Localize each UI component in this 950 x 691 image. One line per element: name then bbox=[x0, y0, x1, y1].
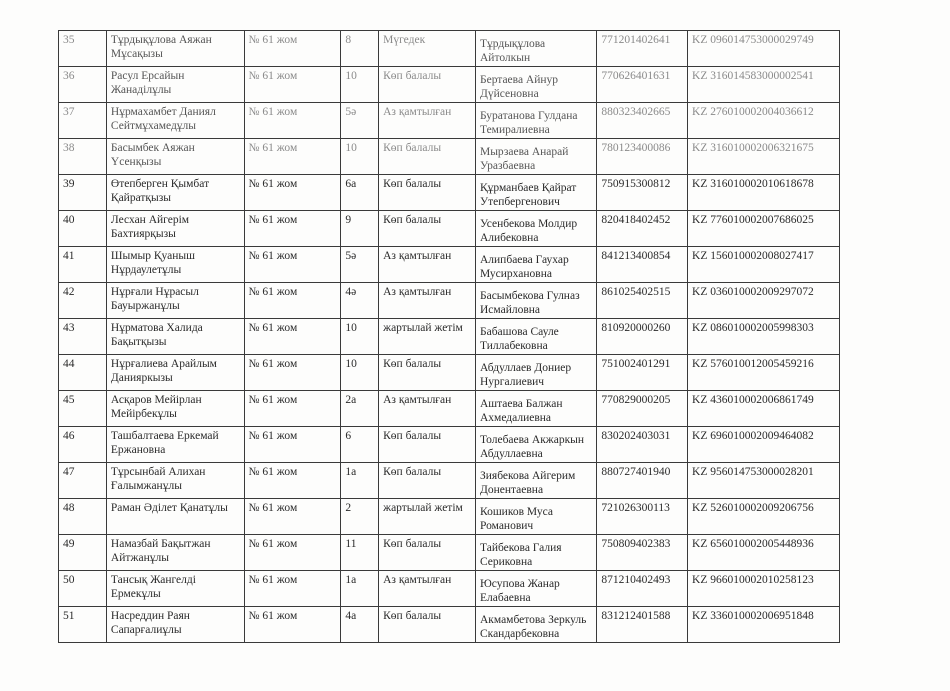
bank-account: KZ 086010002005998303 bbox=[688, 319, 840, 355]
grade: 8 bbox=[341, 31, 379, 67]
grade: 1а bbox=[341, 571, 379, 607]
student-name: Асқаров Мейірлан Мейірбекұлы bbox=[106, 391, 244, 427]
parent-iin: 871210402493 bbox=[597, 571, 688, 607]
parent-name: Акмамбетова Зеркуль Скандарбековна bbox=[475, 607, 596, 643]
parent-iin: 721026300113 bbox=[597, 499, 688, 535]
school-name: № 61 жом bbox=[244, 499, 341, 535]
roster-table bbox=[58, 30, 840, 643]
row-number: 37 bbox=[59, 103, 107, 139]
bank-account: KZ 336010002006951848 bbox=[688, 607, 840, 643]
parent-name: Құрманбаев Қайрат Утепбергенович bbox=[475, 175, 596, 211]
parent-iin: 750915300812 bbox=[597, 175, 688, 211]
grade: 4ә bbox=[341, 283, 379, 319]
row-number: 46 bbox=[59, 427, 107, 463]
table-row bbox=[59, 535, 840, 571]
row-number: 48 bbox=[59, 499, 107, 535]
bank-account: KZ 316010002006321675 bbox=[688, 139, 840, 175]
row-number: 41 bbox=[59, 247, 107, 283]
bank-account: KZ 576010012005459216 bbox=[688, 355, 840, 391]
bank-account: KZ 526010002009206756 bbox=[688, 499, 840, 535]
social-category: Аз қамтылған bbox=[379, 283, 476, 319]
bank-account: KZ 036010002009297072 bbox=[688, 283, 840, 319]
social-category: жартылай жетім bbox=[379, 319, 476, 355]
table-row bbox=[59, 103, 840, 139]
table-row bbox=[59, 463, 840, 499]
student-name: Шымыр Қуаныш Нұрдаулетұлы bbox=[106, 247, 244, 283]
parent-name: Усенбекова Молдир Алибековна bbox=[475, 211, 596, 247]
student-name: Нұрғалиева Арайлым Данияркызы bbox=[106, 355, 244, 391]
school-name: № 61 жом bbox=[244, 211, 341, 247]
bank-account: KZ 956014753000028201 bbox=[688, 463, 840, 499]
student-name: Тұрсынбай Алихан Ғалымжанұлы bbox=[106, 463, 244, 499]
parent-iin: 770829000205 bbox=[597, 391, 688, 427]
student-name: Нұрмахамбет Даниял Сейтмұхамедұлы bbox=[106, 103, 244, 139]
parent-name: Мырзаева Анарай Уразбаевна bbox=[475, 139, 596, 175]
bank-account: KZ 696010002009464082 bbox=[688, 427, 840, 463]
social-category: Көп балалы bbox=[379, 139, 476, 175]
parent-iin: 841213400854 bbox=[597, 247, 688, 283]
parent-iin: 861025402515 bbox=[597, 283, 688, 319]
school-name: № 61 жом bbox=[244, 31, 341, 67]
bank-account: KZ 436010002006861749 bbox=[688, 391, 840, 427]
row-number: 49 bbox=[59, 535, 107, 571]
row-number: 45 bbox=[59, 391, 107, 427]
school-name: № 61 жом bbox=[244, 139, 341, 175]
bank-account: KZ 276010002004036612 bbox=[688, 103, 840, 139]
parent-name: Бабашова Сауле Тиллабековна bbox=[475, 319, 596, 355]
row-number: 40 bbox=[59, 211, 107, 247]
row-number: 51 bbox=[59, 607, 107, 643]
bank-account: KZ 316014583000002541 bbox=[688, 67, 840, 103]
row-number: 43 bbox=[59, 319, 107, 355]
table-row bbox=[59, 499, 840, 535]
grade: 10 bbox=[341, 139, 379, 175]
student-name: Лесхан Айгерім Бахтиярқызы bbox=[106, 211, 244, 247]
social-category: жартылай жетім bbox=[379, 499, 476, 535]
table-row bbox=[59, 427, 840, 463]
table-row bbox=[59, 391, 840, 427]
grade: 11 bbox=[341, 535, 379, 571]
parent-name: Тұрдықұлова Айтолкын bbox=[475, 31, 596, 67]
school-name: № 61 жом bbox=[244, 319, 341, 355]
parent-name: Алипбаева Гаухар Мусирхановна bbox=[475, 247, 596, 283]
table-row bbox=[59, 247, 840, 283]
school-name: № 61 жом bbox=[244, 463, 341, 499]
parent-name: Абдуллаев Дониер Нургалиевич bbox=[475, 355, 596, 391]
student-name: Насреддин Раян Сапарғалиұлы bbox=[106, 607, 244, 643]
social-category: Аз қамтылған bbox=[379, 391, 476, 427]
roster-body bbox=[59, 31, 840, 643]
parent-iin: 780123400086 bbox=[597, 139, 688, 175]
parent-iin: 880323402665 bbox=[597, 103, 688, 139]
grade: 6а bbox=[341, 175, 379, 211]
parent-name: Толебаева Акжаркын Абдуллаевна bbox=[475, 427, 596, 463]
bank-account: KZ 656010002005448936 bbox=[688, 535, 840, 571]
social-category: Көп балалы bbox=[379, 211, 476, 247]
parent-name: Кошиков Муса Романович bbox=[475, 499, 596, 535]
social-category: Мүгедек bbox=[379, 31, 476, 67]
social-category: Аз қамтылған bbox=[379, 571, 476, 607]
social-category: Көп балалы bbox=[379, 607, 476, 643]
school-name: № 61 жом bbox=[244, 67, 341, 103]
table-row bbox=[59, 319, 840, 355]
table-row bbox=[59, 355, 840, 391]
bank-account: KZ 776010002007686025 bbox=[688, 211, 840, 247]
parent-iin: 770626401631 bbox=[597, 67, 688, 103]
row-number: 47 bbox=[59, 463, 107, 499]
parent-iin: 810920000260 bbox=[597, 319, 688, 355]
table-row bbox=[59, 607, 840, 643]
grade: 1а bbox=[341, 463, 379, 499]
school-name: № 61 жом bbox=[244, 427, 341, 463]
row-number: 44 bbox=[59, 355, 107, 391]
student-name: Расул Ерсайын Жанаділұлы bbox=[106, 67, 244, 103]
parent-iin: 880727401940 bbox=[597, 463, 688, 499]
student-name: Өтепберген Қымбат Қайратқызы bbox=[106, 175, 244, 211]
student-name: Тансық Жангелді Ермекұлы bbox=[106, 571, 244, 607]
parent-iin: 750809402383 bbox=[597, 535, 688, 571]
parent-name: Аштаева Балжан Ахмедалиевна bbox=[475, 391, 596, 427]
grade: 10 bbox=[341, 319, 379, 355]
student-name: Раман Әділет Қанатұлы bbox=[106, 499, 244, 535]
parent-iin: 751002401291 bbox=[597, 355, 688, 391]
parent-name: Зиябекова Айгерим Донентаевна bbox=[475, 463, 596, 499]
grade: 6 bbox=[341, 427, 379, 463]
school-name: № 61 жом bbox=[244, 355, 341, 391]
row-number: 39 bbox=[59, 175, 107, 211]
student-name: Намазбай Бақытжан Айтжанұлы bbox=[106, 535, 244, 571]
social-category: Көп балалы bbox=[379, 535, 476, 571]
table-row bbox=[59, 175, 840, 211]
parent-name: Тайбекова Галия Сериковна bbox=[475, 535, 596, 571]
parent-iin: 771201402641 bbox=[597, 31, 688, 67]
school-name: № 61 жом bbox=[244, 607, 341, 643]
social-category: Көп балалы bbox=[379, 67, 476, 103]
table-row bbox=[59, 67, 840, 103]
grade: 2а bbox=[341, 391, 379, 427]
school-name: № 61 жом bbox=[244, 391, 341, 427]
school-name: № 61 жом bbox=[244, 175, 341, 211]
student-name: Ташбалтаева Еркемай Ержановна bbox=[106, 427, 244, 463]
row-number: 42 bbox=[59, 283, 107, 319]
student-name: Нұрматова Халида Бақытқызы bbox=[106, 319, 244, 355]
row-number: 50 bbox=[59, 571, 107, 607]
table-row bbox=[59, 571, 840, 607]
student-name: Басымбек Аяжан Үсенқызы bbox=[106, 139, 244, 175]
bank-account: KZ 316010002010618678 bbox=[688, 175, 840, 211]
table-row bbox=[59, 139, 840, 175]
school-name: № 61 жом bbox=[244, 103, 341, 139]
school-name: № 61 жом bbox=[244, 283, 341, 319]
grade: 4а bbox=[341, 607, 379, 643]
table-row bbox=[59, 31, 840, 67]
social-category: Аз қамтылған bbox=[379, 103, 476, 139]
grade: 5ә bbox=[341, 103, 379, 139]
social-category: Көп балалы bbox=[379, 427, 476, 463]
social-category: Көп балалы bbox=[379, 355, 476, 391]
parent-name: Буратанова Гулдана Темиралиевна bbox=[475, 103, 596, 139]
table-row bbox=[59, 283, 840, 319]
student-name: Тұрдықұлова Аяжан Мұсақызы bbox=[106, 31, 244, 67]
social-category: Көп балалы bbox=[379, 463, 476, 499]
bank-account: KZ 096014753000029749 bbox=[688, 31, 840, 67]
row-number: 35 bbox=[59, 31, 107, 67]
school-name: № 61 жом bbox=[244, 571, 341, 607]
parent-iin: 830202403031 bbox=[597, 427, 688, 463]
grade: 9 bbox=[341, 211, 379, 247]
school-name: № 61 жом bbox=[244, 247, 341, 283]
bank-account: KZ 966010002010258123 bbox=[688, 571, 840, 607]
parent-name: Бертаева Айнур Дүйсеновна bbox=[475, 67, 596, 103]
parent-iin: 831212401588 bbox=[597, 607, 688, 643]
parent-name: Юсупова Жанар Елабаевна bbox=[475, 571, 596, 607]
grade: 10 bbox=[341, 355, 379, 391]
grade: 10 bbox=[341, 67, 379, 103]
grade: 5ә bbox=[341, 247, 379, 283]
row-number: 38 bbox=[59, 139, 107, 175]
parent-iin: 820418402452 bbox=[597, 211, 688, 247]
bank-account: KZ 156010002008027417 bbox=[688, 247, 840, 283]
row-number: 36 bbox=[59, 67, 107, 103]
student-name: Нұрғали Нұрасыл Бауыржанұлы bbox=[106, 283, 244, 319]
social-category: Аз қамтылған bbox=[379, 247, 476, 283]
table-row bbox=[59, 211, 840, 247]
social-category: Көп балалы bbox=[379, 175, 476, 211]
school-name: № 61 жом bbox=[244, 535, 341, 571]
parent-name: Басымбекова Гулназ Исмайловна bbox=[475, 283, 596, 319]
grade: 2 bbox=[341, 499, 379, 535]
